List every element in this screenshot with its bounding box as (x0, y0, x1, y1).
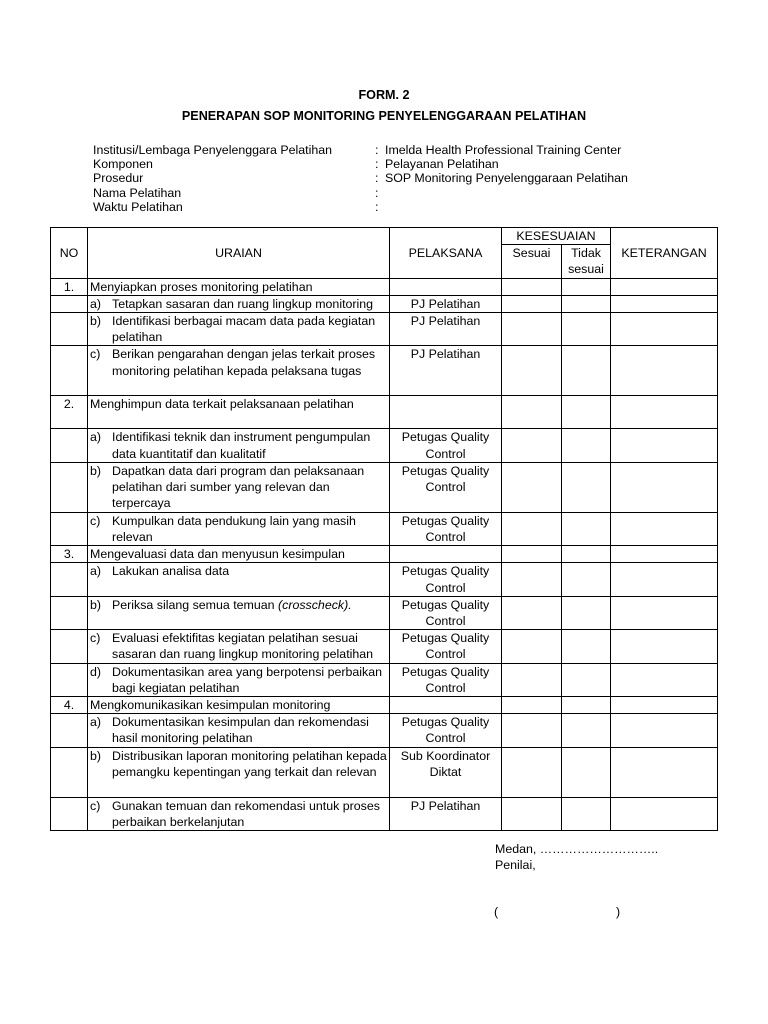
signature-place-date: Medan, ……………………….. (495, 842, 659, 856)
info-colon: : (375, 143, 379, 157)
section-row (51, 396, 718, 429)
item-text-wrap (112, 296, 387, 312)
section-no: 2. (51, 396, 88, 429)
tidak-sesuai-cell (562, 563, 611, 596)
item-uraian (88, 563, 390, 596)
sesuai-cell (502, 429, 562, 462)
item-marker: d) (90, 664, 102, 679)
info-row (93, 186, 693, 200)
sesuai-cell (502, 714, 562, 747)
signature-open-paren: ( (494, 905, 499, 919)
item-marker: a) (90, 430, 102, 445)
section-no: 3. (51, 546, 88, 563)
info-row (93, 157, 693, 171)
item-marker: c) (90, 347, 101, 362)
keterangan-cell (611, 295, 718, 312)
tidak-sesuai-cell (562, 429, 611, 462)
sesuai-cell (502, 396, 562, 429)
sesuai-cell (502, 546, 562, 563)
info-row (93, 200, 693, 214)
item-row (51, 429, 718, 462)
item-uraian (88, 596, 390, 629)
item-text-wrap (112, 429, 387, 461)
item-text: Identifikasi teknik dan instrument pengumpulan data kuantitatif dan kualitatif (112, 430, 371, 461)
header-uraian: URAIAN (88, 228, 390, 279)
item-text-wrap (112, 313, 387, 345)
sesuai-cell (502, 346, 562, 396)
item-text: Identifikasi berbagai macam data pada kegiatan pelatihan (112, 314, 376, 345)
header-pelaksana: PELAKSANA (390, 228, 502, 279)
keterangan-cell (611, 630, 718, 663)
tidak-sesuai-cell (562, 697, 611, 714)
no-cell (51, 313, 88, 346)
header-no: NO (51, 228, 88, 279)
item-uraian (88, 429, 390, 462)
form-number: FORM. 2 (358, 88, 410, 102)
section-title: Mengkomunikasikan kesimpulan monitoring (88, 697, 390, 714)
tidak-sesuai-cell (562, 546, 611, 563)
item-text: Kumpulkan data pendukung lain yang masih relevan (112, 513, 356, 545)
tidak-sesuai-cell (562, 714, 611, 747)
item-pelaksana: Petugas Quality Control (390, 714, 502, 747)
tidak-sesuai-cell (562, 512, 611, 545)
item-text: Distribusikan laporan monitoring pelatihan kepada pemangku kepentingan yang terkait dan relevan (112, 748, 387, 779)
pelaksana-cell (390, 546, 502, 563)
header-keterangan: KETERANGAN (611, 228, 718, 279)
keterangan-cell (611, 462, 718, 512)
keterangan-cell (611, 512, 718, 545)
item-pelaksana: PJ Pelatihan (390, 797, 502, 830)
item-text: Berikan pengarahan dengan jelas terkait proses monitoring pelatihan kepada pelaksana tugas (112, 347, 376, 378)
keterangan-cell (611, 346, 718, 396)
signature-close-paren: ) (616, 905, 621, 919)
tidak-sesuai-cell (562, 663, 611, 696)
item-row (51, 512, 718, 545)
item-row (51, 295, 718, 312)
item-pelaksana: Petugas Quality Control (390, 663, 502, 696)
keterangan-cell (611, 278, 718, 295)
header-tidak-sesuai-line1: Tidak (571, 246, 601, 261)
keterangan-cell (611, 797, 718, 830)
no-cell (51, 714, 88, 747)
item-row (51, 462, 718, 512)
tidak-sesuai-cell (562, 630, 611, 663)
info-label: Nama Pelatihan (93, 185, 182, 200)
tidak-sesuai-cell (562, 396, 611, 429)
header-tidak-sesuai-line2: sesuai (568, 262, 604, 277)
item-marker: b) (90, 748, 102, 763)
no-cell (51, 429, 88, 462)
keterangan-cell (611, 747, 718, 797)
header-sesuai: Sesuai (502, 245, 562, 278)
item-pelaksana: Petugas Quality Control (390, 596, 502, 629)
info-label: Waktu Pelatihan (93, 199, 183, 214)
item-uraian (88, 313, 390, 346)
info-colon: : (375, 199, 379, 214)
item-uraian (88, 663, 390, 696)
header-kesesuaian: KESESUAIAN (502, 228, 611, 245)
item-text: Dapatkan data dari program dan pelaksanaan pelatihan dari sumber yang relevan dan terpercaya (112, 463, 365, 511)
item-pelaksana: PJ Pelatihan (390, 313, 502, 346)
tidak-sesuai-cell (562, 462, 611, 512)
keterangan-cell (611, 429, 718, 462)
item-text: Tetapkan sasaran dan ruang lingkup monitoring (112, 296, 374, 311)
item-pelaksana: Petugas Quality Control (390, 429, 502, 462)
item-row (51, 346, 718, 396)
sesuai-cell (502, 512, 562, 545)
section-no: 1. (51, 278, 88, 295)
item-text: Lakukan analisa data (112, 564, 230, 579)
item-row (51, 714, 718, 747)
sesuai-cell (502, 630, 562, 663)
info-colon: : (375, 185, 379, 200)
item-marker: a) (90, 296, 102, 311)
pelaksana-cell (390, 278, 502, 295)
sesuai-cell (502, 278, 562, 295)
item-text-wrap (112, 664, 387, 696)
item-uraian (88, 747, 390, 797)
item-row (51, 747, 718, 797)
pelaksana-cell (390, 396, 502, 429)
item-marker: a) (90, 564, 102, 579)
item-row (51, 313, 718, 346)
item-pelaksana: Petugas Quality Control (390, 512, 502, 545)
no-cell (51, 663, 88, 696)
item-marker: b) (90, 314, 102, 329)
item-uraian (88, 630, 390, 663)
monitoring-table (50, 227, 718, 831)
item-text-wrap (112, 346, 387, 378)
item-text-wrap (112, 798, 387, 830)
header-tidak-sesuai (562, 245, 611, 278)
item-row (51, 630, 718, 663)
tidak-sesuai-cell (562, 313, 611, 346)
item-text: Periksa silang semua temuan (112, 597, 275, 612)
item-text-wrap (112, 513, 387, 545)
info-block (93, 143, 693, 214)
sesuai-cell (502, 797, 562, 830)
info-row (93, 143, 693, 157)
item-uraian (88, 714, 390, 747)
item-text-wrap (112, 748, 387, 780)
no-cell (51, 346, 88, 396)
info-value: Pelayanan Pelatihan (385, 157, 499, 172)
item-marker: b) (90, 463, 102, 478)
no-cell (51, 563, 88, 596)
info-row (93, 171, 693, 185)
item-row (51, 596, 718, 629)
sesuai-cell (502, 295, 562, 312)
item-pelaksana: PJ Pelatihan (390, 295, 502, 312)
item-pelaksana: Sub Koordinator Diktat (390, 747, 502, 797)
item-text-wrap (112, 463, 387, 512)
section-row (51, 278, 718, 295)
section-no: 4. (51, 697, 88, 714)
item-pelaksana: Petugas Quality Control (390, 563, 502, 596)
info-value: Imelda Health Professional Training Center (385, 143, 622, 157)
signature-assessor: Penilai, (495, 858, 536, 872)
tidak-sesuai-cell (562, 797, 611, 830)
keterangan-cell (611, 546, 718, 563)
item-text-wrap (112, 563, 387, 579)
sesuai-cell (502, 313, 562, 346)
item-text: Dokumentasikan area yang berpotensi perbaikan bagi kegiatan pelatihan (112, 664, 383, 695)
tidak-sesuai-cell (562, 346, 611, 396)
tidak-sesuai-cell (562, 596, 611, 629)
section-title: Mengevaluasi data dan menyusun kesimpulan (88, 546, 390, 563)
item-text: Gunakan temuan dan rekomendasi untuk proses perbaikan berkelanjutan (112, 798, 380, 829)
keterangan-cell (611, 596, 718, 629)
keterangan-cell (611, 396, 718, 429)
item-uraian (88, 797, 390, 830)
item-uraian (88, 346, 390, 396)
item-marker: a) (90, 715, 102, 730)
item-text: Evaluasi efektifitas kegiatan pelatihan sesuai sasaran dan ruang lingkup monitoring pelatihan (112, 631, 374, 662)
tidak-sesuai-cell (562, 747, 611, 797)
item-uraian (88, 295, 390, 312)
tidak-sesuai-cell (562, 295, 611, 312)
item-marker: b) (90, 597, 102, 612)
keterangan-cell (611, 663, 718, 696)
pelaksana-cell (390, 697, 502, 714)
item-uraian (88, 512, 390, 545)
form-title: PENERAPAN SOP MONITORING PENYELENGGARAAN PELATIHAN (181, 109, 587, 123)
sesuai-cell (502, 462, 562, 512)
no-cell (51, 596, 88, 629)
no-cell (51, 797, 88, 830)
info-value: SOP Monitoring Penyelenggaraan Pelatihan (385, 171, 628, 186)
item-row (51, 663, 718, 696)
item-text-wrap (112, 630, 387, 662)
keterangan-cell (611, 697, 718, 714)
sesuai-cell (502, 596, 562, 629)
info-label: Prosedur (93, 171, 144, 186)
item-text-wrap (112, 714, 387, 746)
item-text-wrap (112, 597, 387, 613)
no-cell (51, 747, 88, 797)
item-row (51, 797, 718, 830)
item-marker: c) (90, 513, 101, 528)
item-marker: c) (90, 798, 101, 813)
item-row (51, 563, 718, 596)
sesuai-cell (502, 663, 562, 696)
info-colon: : (375, 171, 379, 186)
keterangan-cell (611, 563, 718, 596)
no-cell (51, 462, 88, 512)
info-label: Komponen (93, 157, 153, 172)
sesuai-cell (502, 747, 562, 797)
section-title: Menyiapkan proses monitoring pelatihan (88, 278, 390, 295)
section-row (51, 697, 718, 714)
item-text-italic: (crosscheck). (278, 597, 352, 612)
section-row (51, 546, 718, 563)
section-title: Menghimpun data terkait pelaksanaan pelatihan (88, 396, 390, 429)
item-text: Dokumentasikan kesimpulan dan rekomendasi hasil monitoring pelatihan (112, 715, 369, 746)
keterangan-cell (611, 714, 718, 747)
item-uraian (88, 462, 390, 512)
item-pelaksana: Petugas Quality Control (390, 630, 502, 663)
tidak-sesuai-cell (562, 278, 611, 295)
item-pelaksana: Petugas Quality Control (390, 462, 502, 512)
no-cell (51, 512, 88, 545)
item-pelaksana: PJ Pelatihan (390, 346, 502, 396)
sesuai-cell (502, 563, 562, 596)
item-marker: c) (90, 631, 101, 646)
no-cell (51, 630, 88, 663)
keterangan-cell (611, 313, 718, 346)
sesuai-cell (502, 697, 562, 714)
info-label: Institusi/Lembaga Penyelenggara Pelatihan (93, 143, 333, 157)
no-cell (51, 295, 88, 312)
info-colon: : (375, 157, 379, 172)
